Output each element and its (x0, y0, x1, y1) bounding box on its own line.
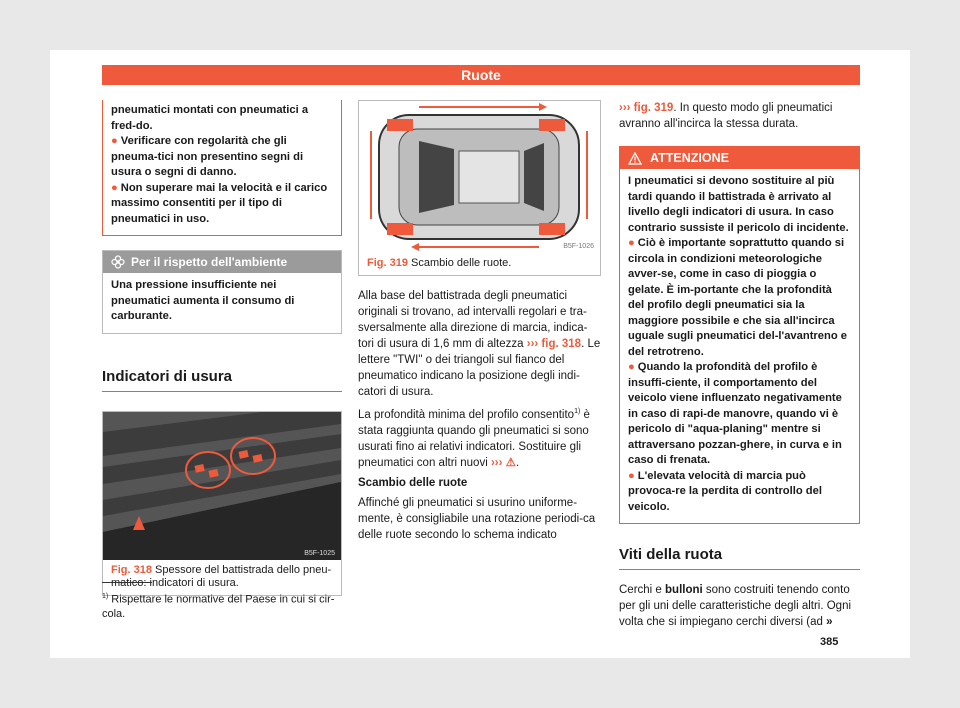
bullet-icon: ● (628, 361, 635, 373)
figure-318 (102, 411, 342, 596)
footnote-divider (102, 582, 152, 583)
section-title-wear-indicators: Indicatori di usura (102, 368, 342, 392)
warning-link[interactable]: ››› ⚠ (490, 456, 516, 469)
attention-item: ● Ciò è importante soprattutto quando si circola in condizioni meteorologiche avver-se, come in caso di pioggia o gelate. È im-portante che la profondità del profilo degli pneumatici sia la maggiore possibile e che sia all'incirca uguale sugli pneumatici del-l'avantreno e del retrotreno. (628, 237, 847, 358)
flower-icon (111, 255, 125, 269)
car-rotation-image (359, 101, 600, 253)
column-1 (102, 100, 342, 596)
bullet-icon: ● (628, 237, 635, 249)
paragraph: Affinché gli pneumatici si usurino uniforme-mente, è consigliabile una rotazione periodi-ca delle ruote secondo lo schema indicato (358, 496, 596, 541)
body-text (358, 288, 601, 543)
figure-code: B5F-1025 (304, 549, 335, 557)
warning-text: pneumatici montati con pneumatici a fred-do. (111, 104, 309, 132)
footnote-ref: 1) (574, 408, 581, 415)
environment-text: Una pressione insufficiente nei pneumatici aumenta il consumo di carburante. (111, 279, 295, 322)
attention-paragraph: I pneumatici si devono sostituire al più tardi quando il battistrada è arrivato al livello degli indicatori di usura. In caso contrario sussiste il pericolo di incidente. (628, 175, 849, 234)
continue-arrow: » (826, 616, 833, 628)
warning-box-continued (102, 100, 342, 236)
environment-title: Per il rispetto dell'ambiente (131, 255, 288, 269)
subheading: Scambio delle ruote (358, 476, 468, 489)
section-title-wheel-bolts: Viti della ruota (619, 546, 860, 570)
warning-item: ● Non superare mai la velocità e il carico massimo consentiti per il tipo di pneumatici in uso. (111, 181, 328, 225)
bullet-icon: ● (628, 469, 635, 482)
figure-link[interactable]: ››› fig. 318 (526, 338, 582, 350)
paragraph: La profondità minima del profilo consentito$^{1)}$ è stata raggiunta quando gli pneumatici si sono usurati fino ai relativi indicatori. Sostituire gli pneumatici con altri nuovi ››› ⚠. (358, 408, 590, 469)
figure-caption (359, 253, 600, 275)
attention-title: ATTENZIONE (650, 151, 729, 165)
attention-text (620, 169, 859, 523)
tire-tread-image (103, 412, 341, 560)
environment-box (102, 250, 342, 334)
paragraph: Alla base del battistrada degli pneumatici originali si trovano, ad intervalli regolari e tra-sversalmente alla direzione di marcia, indica-tori di usura di 1,6 mm di altezza ››› fig. 318. Le lettere "TWI" o dei triangoli sul fianco del pneumatico indicano la posizione degli indi-catori di usura. (358, 290, 601, 398)
paragraph: ››› fig. 319. In questo modo gli pneumatici avranno all'incirca la stessa durata. (619, 102, 833, 130)
column-3 (619, 100, 860, 634)
body-text (619, 100, 860, 132)
attention-header (620, 147, 859, 169)
bullet-icon: ● (111, 135, 118, 147)
figure-number: Fig. 318 (111, 563, 152, 576)
footnote-number: 1) (102, 593, 109, 600)
figure-code: B5F-1026 (563, 243, 594, 250)
figure-link[interactable]: ››› fig. 319 (619, 102, 674, 114)
bullet-icon: ● (111, 181, 118, 194)
attention-box (619, 146, 860, 524)
tire-tread-illustration (103, 412, 341, 560)
wheel-rotation-diagram (359, 101, 600, 253)
environment-header (103, 251, 341, 273)
attention-item: ● L'elevata velocità di marcia può provoca-re la perdita di controllo del veicolo. (628, 469, 822, 513)
chapter-header: Ruote (102, 65, 860, 85)
figure-319 (358, 100, 601, 276)
warning-item: ● Verificare con regolarità che gli pneuma-tici non presentino segni di usura o segni di danno. (111, 135, 304, 178)
figure-caption-text: Spessore del battistrada dello pneu-matico: indicatori di usura. (111, 563, 332, 589)
column-2 (358, 100, 601, 547)
page-number: 385 (820, 636, 839, 648)
attention-item: ● Quando la profondità del profilo è insuffi-ciente, il comportamento del veicolo viene influenzato negativamente in caso di rapi-de manovre, quando vi è pericolo di "aqua-planing" mentre si attraversano pozzan-ghere, in curva e in caso di frenata. (628, 361, 842, 466)
footnote-text: Rispettare le normative del Paese in cui si cir-cola. (102, 593, 335, 620)
warning-triangle-icon (628, 152, 642, 165)
paragraph: Cerchi e bulloni sono costruiti tenendo conto per gli uni delle caratteristiche degli altri. Ogni volta che si impiegano cerchi diversi (ad » (619, 584, 852, 628)
figure-caption-text: Scambio delle ruote. (411, 257, 512, 269)
footnote (102, 590, 342, 621)
figure-number: Fig. 319 (367, 257, 408, 269)
body-text (619, 582, 860, 630)
